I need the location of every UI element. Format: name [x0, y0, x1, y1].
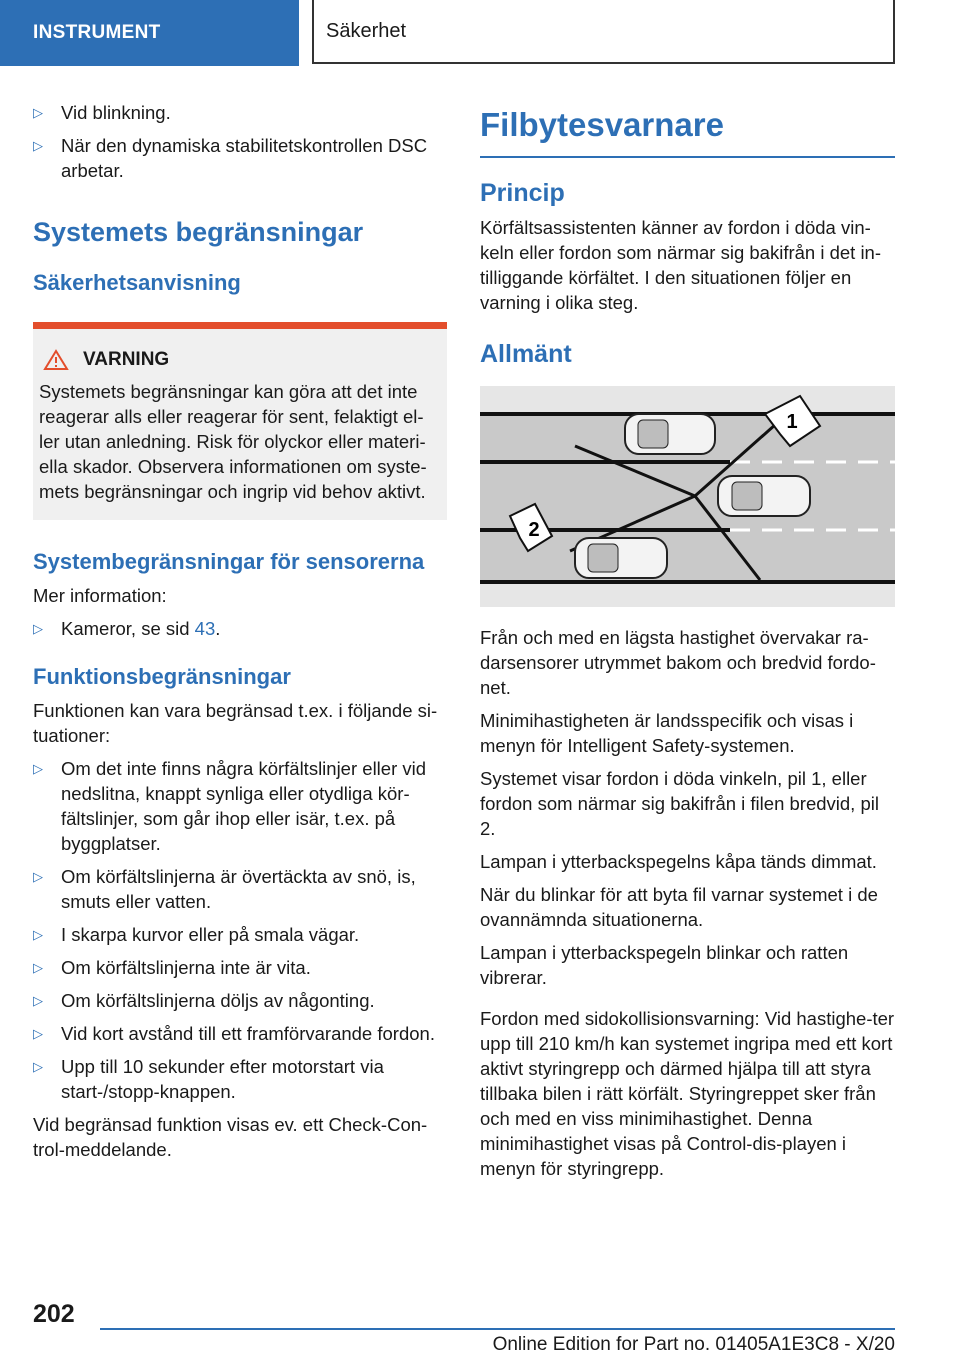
paragraph: Lampan i ytterbackspegeln blinkar och ratten vibrerar.: [480, 942, 849, 988]
function-intro: Funktionen kan vara begränsad t.ex. i följande si-tuationer:: [33, 700, 438, 746]
principle-text: Körfältsassistenten känner av fordon i döda vin-keln eller fordon som närmar sig bakifrån i det in-tilliggande körfältet. I den situationen följer en varning i olika steg.: [480, 217, 882, 313]
list-item: ▷ När den dynamiska stabilitetskontrollen DSC arbetar.: [33, 135, 428, 181]
bullet-triangle-icon: ▷: [33, 869, 43, 884]
heading-sensors: Systembegränsningar för sensorerna: [33, 549, 425, 574]
chapter-header: [312, 0, 895, 64]
svg-text:2: 2: [528, 519, 540, 541]
car-icon: [718, 476, 810, 516]
list-item: ▷ I skarpa kurvor eller på smala vägar.: [33, 924, 360, 945]
more-info-text: Mer information:: [33, 585, 167, 606]
list-item: ▷ Om det inte finns några körfältslinjer eller vid nedslitna, knappt synliga eller otydliga kör-fältslinjer, som går ihop eller isär, t.ex. på byggplatser.: [33, 758, 427, 854]
bullet-triangle-icon: ▷: [33, 761, 43, 776]
bullet-triangle-icon: ▷: [33, 1026, 43, 1041]
warning-title: VARNING: [83, 349, 170, 370]
collision-paragraph: Fordon med sidokollisionsvarning: Vid hastighe-ter upp till 210 km/h kan systemet ingripa med ett kort aktivt styringrepp och därmed hjälpa till att styra tillbaka bilen i rätt körfält. Styringreppet sker från och med en viss minimihastighet. Denna minimihastighet visas på Control-dis-playen i menyn för styringrepp.: [480, 1008, 895, 1179]
list-item: ▷ Upp till 10 sekunder efter motorstart via start-/stopp-knappen.: [33, 1056, 384, 1102]
bullet-triangle-icon: ▷: [33, 105, 43, 120]
section-tab: [0, 0, 299, 66]
warning-triangle-icon: [43, 349, 69, 371]
list-item: ▷ Vid blinkning.: [33, 102, 171, 123]
car-icon: [575, 538, 667, 578]
svg-text:1: 1: [786, 411, 798, 433]
lane-change-figure: [480, 386, 895, 607]
list-item: ▷ Vid kort avstånd till ett framförvarande fordon.: [33, 1023, 435, 1044]
footer-edition: Online Edition for Part no. 01405A1E3C8 - X/20: [100, 1328, 895, 1356]
list-item: ▷ Om körfältslinjerna är övertäckta av snö, is, smuts eller vatten.: [33, 866, 416, 912]
bullet-triangle-icon: ▷: [33, 993, 43, 1008]
list-item: ▷ Om körfältslinjerna inte är vita.: [33, 957, 311, 978]
heading-function: Funktionsbegränsningar: [33, 664, 291, 689]
paragraph: Minimihastigheten är landsspecifik och visas i menyn för Intelligent Safety-systemen.: [480, 710, 854, 756]
section-label: INSTRUMENT: [33, 22, 161, 43]
chapter-title: Säkerhet: [326, 19, 407, 42]
page-link[interactable]: 43: [194, 618, 216, 639]
bullet-triangle-icon: ▷: [33, 1059, 43, 1074]
page-title: Filbytesvarnare: [480, 106, 895, 158]
paragraph: Lampan i ytterbackspegelns kåpa tänds dimmat.: [480, 851, 877, 872]
list-item: ▷ Kameror, se sid 43.: [33, 618, 221, 639]
bullet-triangle-icon: ▷: [33, 138, 43, 153]
closing-text: Vid begränsad funktion visas ev. ett Check-Con-trol-meddelande.: [33, 1114, 428, 1160]
heading-safety: Säkerhetsanvisning: [33, 270, 241, 295]
paragraph: Från och med en lägsta hastighet övervakar ra-darsensorer utrymmet bakom och bredvid fordo-net.: [480, 627, 876, 698]
bullet-triangle-icon: ▷: [33, 621, 43, 636]
right-column: [480, 100, 895, 1189]
list-item: ▷ Om körfältslinjerna döljs av någonting.: [33, 990, 375, 1011]
paragraph: Systemet visar fordon i döda vinkeln, pil 1, eller fordon som närmar sig bakifrån i filen bredvid, pil 2.: [480, 768, 879, 839]
warning-box: [33, 322, 447, 520]
bullet-triangle-icon: ▷: [33, 960, 43, 975]
heading-principle: Princip: [480, 179, 565, 207]
paragraph: När du blinkar för att byta fil varnar systemet i de ovannämnda situationerna.: [480, 884, 878, 930]
bullet-triangle-icon: ▷: [33, 927, 43, 942]
page-number: 202: [33, 1300, 75, 1328]
car-icon: [625, 414, 715, 454]
heading-general: Allmänt: [480, 340, 572, 368]
road-diagram: [480, 386, 895, 607]
heading-limits: Systemets begränsningar: [33, 217, 364, 247]
left-column: [33, 100, 447, 1170]
warning-text: Systemets begränsningar kan göra att det inte reagerar alls eller reagerar för sent, felaktigt el-ler utan anledning. Risk för olyckor eller materi-ella skador. Observera informationen om syste-mets begränsningar och ingrip vid behov aktivt.: [39, 381, 427, 502]
